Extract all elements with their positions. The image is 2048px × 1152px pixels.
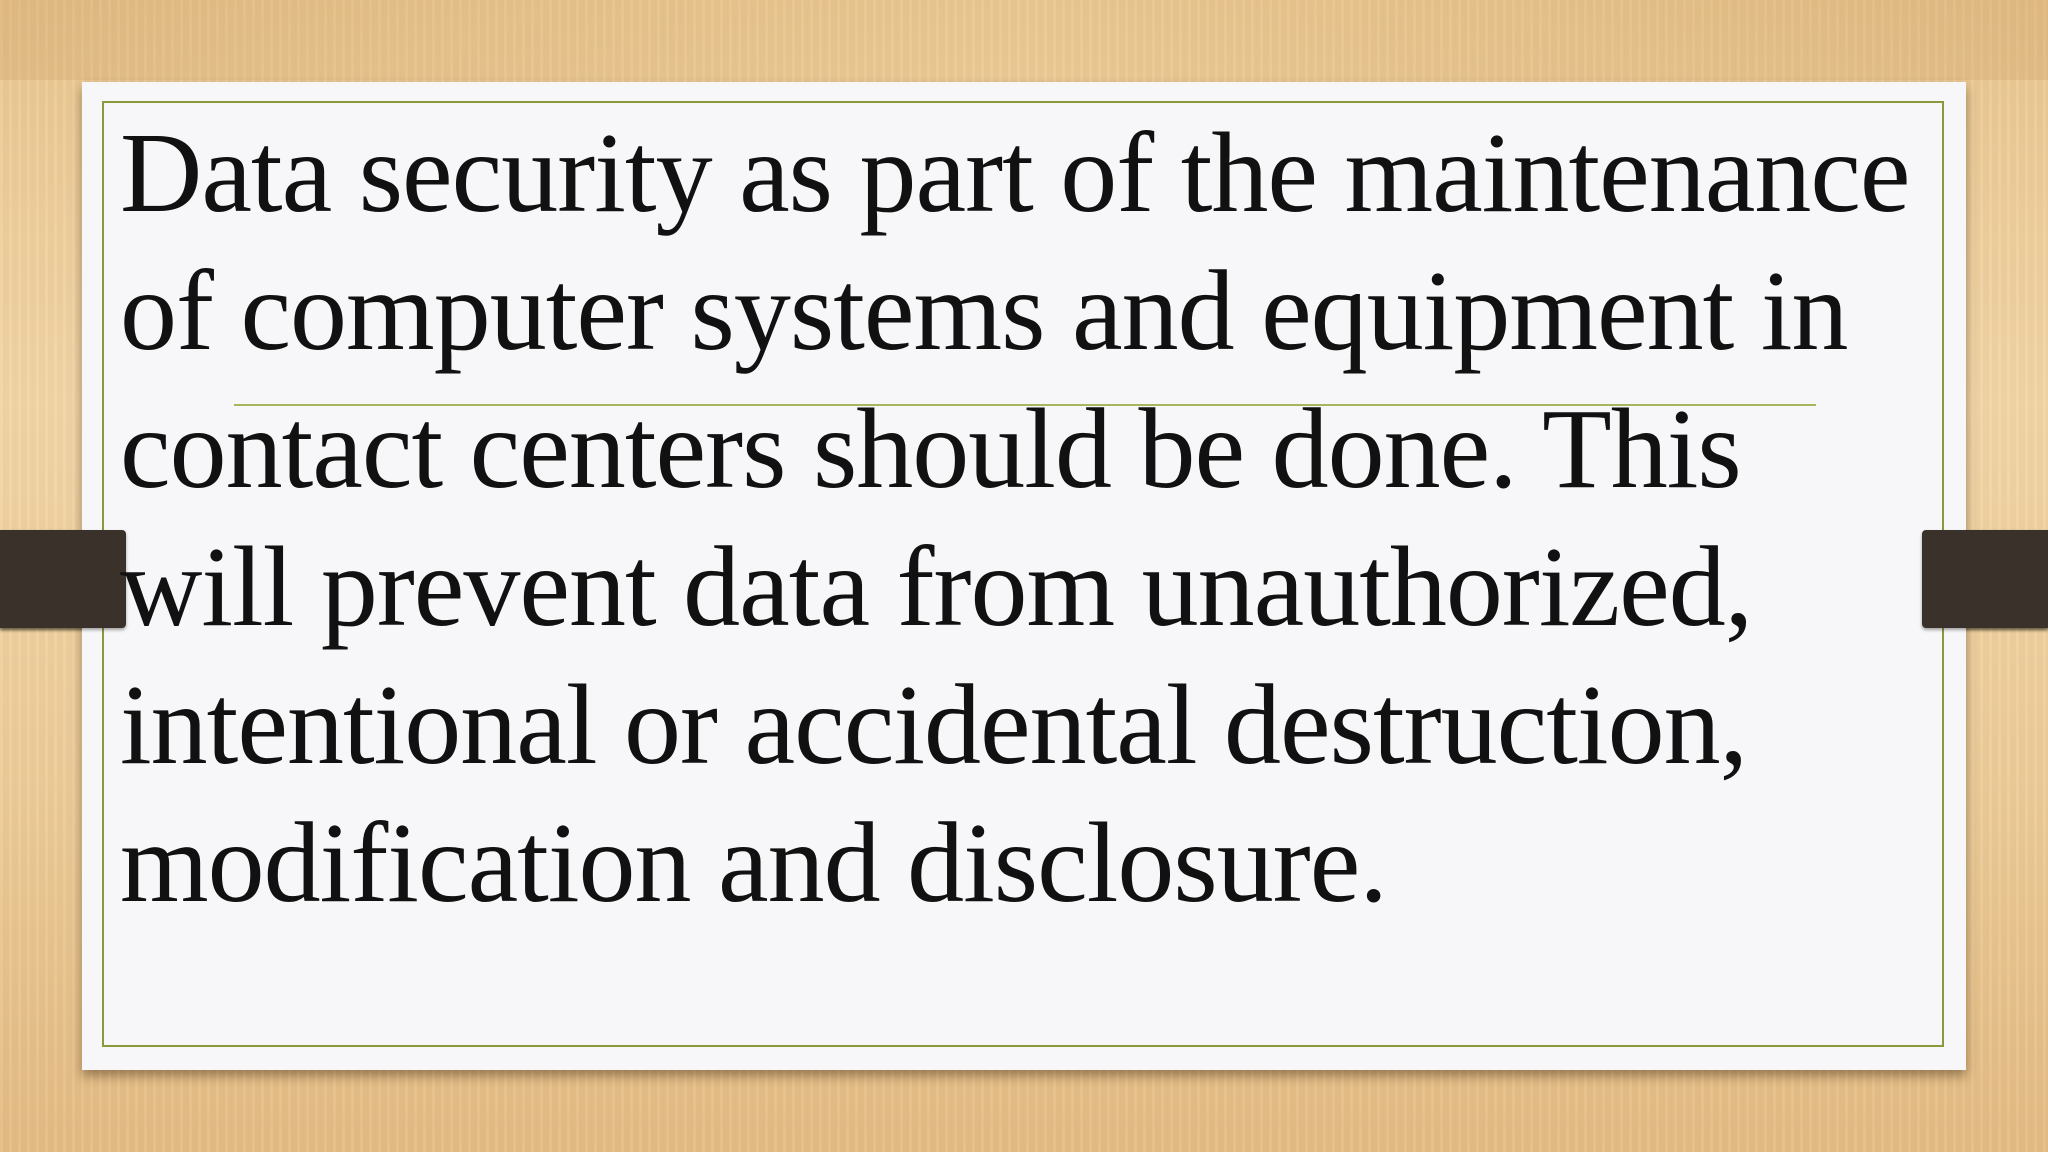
- text-line-4: will prevent data from unauthorized,: [120, 523, 1753, 650]
- text-line-6: modification and disclosure.: [120, 799, 1387, 926]
- text-line-5: intentional or accidental destruction,: [120, 661, 1748, 788]
- text-line-3: contact centers should be done. This: [120, 385, 1741, 512]
- text-line-2: of computer systems and equipment in: [120, 247, 1848, 374]
- left-binder-clip-overlay: [0, 530, 126, 628]
- text-line-1: Data security as part of the maintenance: [120, 109, 1910, 236]
- wood-background-band: [0, 0, 2048, 80]
- slide-body-text: [120, 104, 1960, 932]
